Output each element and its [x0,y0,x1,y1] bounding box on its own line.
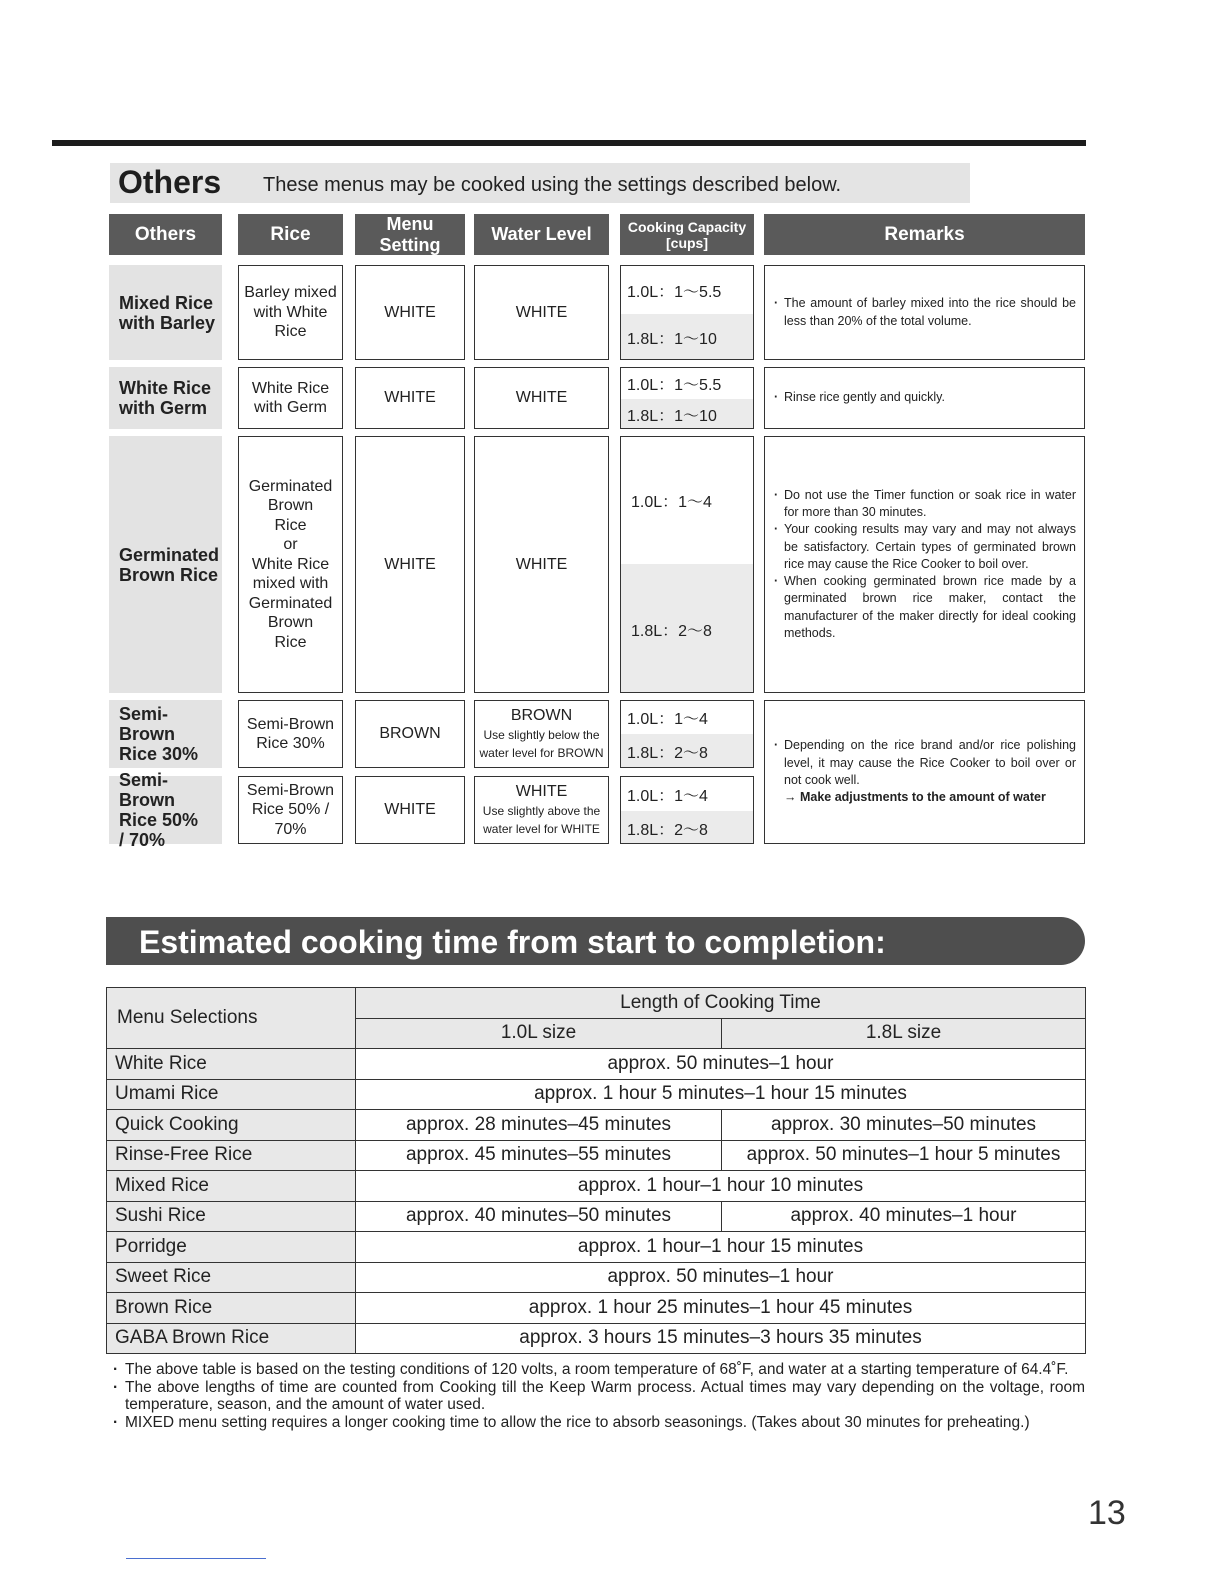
table-row [107,1049,1086,1080]
cooking-time-title: Estimated cooking time from start to completion: [139,924,886,960]
table-row [107,1293,1086,1324]
menu-value: WHITE [384,555,436,573]
label-line: Rice 30% [119,744,199,764]
cell-rice-semi30 [238,700,343,768]
capacity-10l: 1.0L：1～5.5 [627,283,722,301]
cell-menu-semi30 [355,700,465,768]
cell-remark-barley [764,265,1085,360]
rice-line: Semi-Brown [246,781,335,799]
cell-remark-germinated [764,436,1085,693]
water-value: WHITE [515,303,568,321]
remark-item: · When cooking germinated brown rice made by a germinated brown rice maker, contact the manufacturer of the maker directly for ideal cooking methods. [774,573,1076,642]
capacity-10l: 1.0L：1～4 [631,494,712,511]
cell-menu-barley [355,265,465,360]
remark-item: · Rinse rice gently and quickly. [774,389,1076,406]
table-row [107,1232,1086,1263]
header-capacity-line2: [cups] [666,234,708,251]
rice-line: or [283,536,298,554]
time-both: approx. 1 hour 5 minutes–1 hour 15 minutes [356,1079,1086,1110]
cell-rice-barley [238,265,343,360]
cell-menu-germinated [355,436,465,693]
table-row [107,1201,1086,1232]
capacity-10l: 1.0L：1～4 [627,711,708,728]
length-header: Length of Cooking Time [356,988,1086,1019]
remark-strong: → Make adjustments to the amount of water [784,790,1046,805]
label-line: Rice 50% [119,810,199,830]
menu-value: WHITE [384,389,436,407]
time-18l: approx. 40 minutes–1 hour [722,1201,1086,1232]
cell-capacity-germ [620,367,754,429]
rice-line: White Rice [251,555,330,573]
cell-water-semi30 [474,700,609,768]
capacity-18l: 1.8L：2～8 [621,564,753,693]
time-18l: approx. 50 minutes–1 hour 5 minutes [722,1140,1086,1171]
menu-value: WHITE [384,303,436,321]
time-both: approx. 1 hour–1 hour 15 minutes [356,1232,1086,1263]
table-row [107,1140,1086,1171]
table-row [107,1323,1086,1354]
time-both: approx. 1 hour–1 hour 10 minutes [356,1171,1086,1202]
cell-capacity-germinated [620,436,754,693]
header-remarks: Remarks [764,214,1085,255]
capacity-18l: 1.8L：1～10 [621,314,753,360]
others-title: Others [118,164,222,200]
time-18l: approx. 30 minutes–50 minutes [722,1110,1086,1141]
cell-menu-semi50 [355,776,465,844]
header-rice: Rice [238,214,343,255]
cell-water-germinated [474,436,609,693]
menu-value: WHITE [384,801,436,819]
menu-name: Umami Rice [107,1079,356,1110]
cooking-time-table [106,987,1086,1354]
cell-remark-germ [764,367,1085,429]
label-line: with Germ [119,398,208,418]
remark-item: · Do not use the Timer function or soak rice in water for more than 30 minutes. [774,487,1076,522]
menu-name: White Rice [107,1049,356,1080]
remark-item: · The amount of barley mixed into the rice should be less than 20% of the total volume. [774,295,1076,330]
time-both: approx. 50 minutes–1 hour [356,1262,1086,1293]
cell-rice-germ [238,367,343,429]
menu-name: GABA Brown Rice [107,1323,356,1354]
table-row [107,1110,1086,1141]
label-line: Mixed Rice [119,292,214,313]
remark-item: · Depending on the rice brand and/or rice polishing level, it may cause the Rice Cooker to boil over or not cook well. [774,737,1076,789]
time-10l: approx. 28 minutes–45 minutes [356,1110,722,1141]
rice-line: White Rice [251,379,330,397]
capacity-18l: 1.8L：2～8 [621,734,753,768]
rice-line: mixed with [252,575,329,593]
header-capacity-line1: Cooking Capacity [627,218,747,235]
time-both: approx. 3 hours 15 minutes–3 hours 35 minutes [356,1323,1086,1354]
label-line: Semi-Brown [119,770,175,810]
menu-name: Brown Rice [107,1293,356,1324]
size-10l-header: 1.0L size [356,1018,722,1049]
cell-water-barley [474,265,609,360]
footer-rule [126,1558,266,1559]
table-header-row [107,988,1086,1019]
water-value: WHITE [515,555,568,573]
row-label-semi50 [109,770,222,850]
time-both: approx. 50 minutes–1 hour [356,1049,1086,1080]
cell-capacity-semi50 [620,776,754,844]
menu-name: Mixed Rice [107,1171,356,1202]
row-label-germinated [109,436,222,693]
rice-line: Germinated Brown [248,477,333,515]
rice-line: Barley mixed [244,284,337,302]
water-note: Use slightly above the [482,803,601,818]
table-row [107,1079,1086,1110]
rice-line: with Germ [254,399,327,416]
footnote: · The above lengths of time are counted from Cooking till the Keep Warm process. Actual times may vary depending on the voltage, room temperature, season, and the amount of water used. [113,1379,1085,1414]
menu-name: Sweet Rice [107,1262,356,1293]
time-both: approx. 1 hour 25 minutes–1 hour 45 minutes [356,1293,1086,1324]
row-label-semi30 [109,700,222,768]
water-value: WHITE [515,783,568,801]
time-10l: approx. 40 minutes–50 minutes [356,1201,722,1232]
cell-water-germ [474,367,609,429]
rice-line: Rice [274,516,307,534]
cell-capacity-barley [620,265,754,360]
capacity-10l: 1.0L：1～5.5 [627,377,722,394]
label-line: White Rice [119,378,212,398]
water-value: BROWN [510,707,573,725]
top-rule [52,140,1086,146]
label-line: Germinated [119,544,220,565]
capacity-10l: 1.0L：1～4 [627,787,708,805]
rice-line: Germinated Brown [248,594,333,632]
cell-capacity-semi30 [620,700,754,768]
menu-name: Porridge [107,1232,356,1263]
menu-name: Sushi Rice [107,1201,356,1232]
footnote: · The above table is based on the testing conditions of 120 volts, a room temperature of 68˚F, and water at a starting temperature of 64.4˚F. [113,1361,1085,1379]
menu-selections-header: Menu Selections [107,988,356,1049]
footnote: · MIXED menu setting requires a longer cooking time to allow the rice to absorb seasonings. (Takes about 30 minutes for preheating.) [113,1414,1085,1432]
label-line: Semi-Brown [119,704,175,744]
cell-rice-germinated [238,436,343,693]
cell-menu-germ [355,367,465,429]
label-line: Brown Rice [119,564,219,585]
time-10l: approx. 45 minutes–55 minutes [356,1140,722,1171]
rice-line: Rice [274,633,307,651]
capacity-18l: 1.8L：1～10 [621,399,753,429]
others-subtitle: These menus may be cooked using the settings described below. [263,174,842,196]
water-note: water level for BROWN [479,745,604,760]
size-18l-header: 1.8L size [722,1018,1086,1049]
header-cooking-capacity [620,214,754,255]
cell-remark-semi-brown [764,700,1085,844]
label-line: / 70% [119,830,166,850]
footnotes [113,1361,1085,1431]
cell-water-semi50 [474,776,609,844]
rice-line: Rice 50% / 70% [251,801,330,838]
cooking-time-banner [106,917,1085,965]
rice-line: Semi-Brown [246,715,335,733]
row-label-germ [109,367,222,429]
rice-line: Rice 30% [256,735,325,752]
table-row [107,1262,1086,1293]
label-line: with Barley [119,312,216,333]
page-number: 13 [1088,1494,1126,1532]
table-row [107,1171,1086,1202]
row-label-barley [109,265,222,360]
capacity-18l: 1.8L：2～8 [621,811,753,844]
menu-value: BROWN [379,725,441,743]
header-others: Others [109,214,222,255]
water-value: WHITE [515,389,568,407]
menu-name: Quick Cooking [107,1110,356,1141]
header-water-level: Water Level [474,214,609,255]
cell-rice-semi50 [238,776,343,844]
header-menu-setting: Menu Setting [355,214,465,255]
remark-item: · Your cooking results may vary and may not always be satisfactory. Certain types of germinated brown rice may cause the Rice Cooker to boil over. [774,521,1076,573]
rice-line: with White Rice [253,303,328,341]
others-section-header [110,163,970,203]
water-note: Use slightly below the [483,727,600,742]
menu-name: Rinse-Free Rice [107,1140,356,1171]
water-note: water level for WHITE [483,821,600,836]
